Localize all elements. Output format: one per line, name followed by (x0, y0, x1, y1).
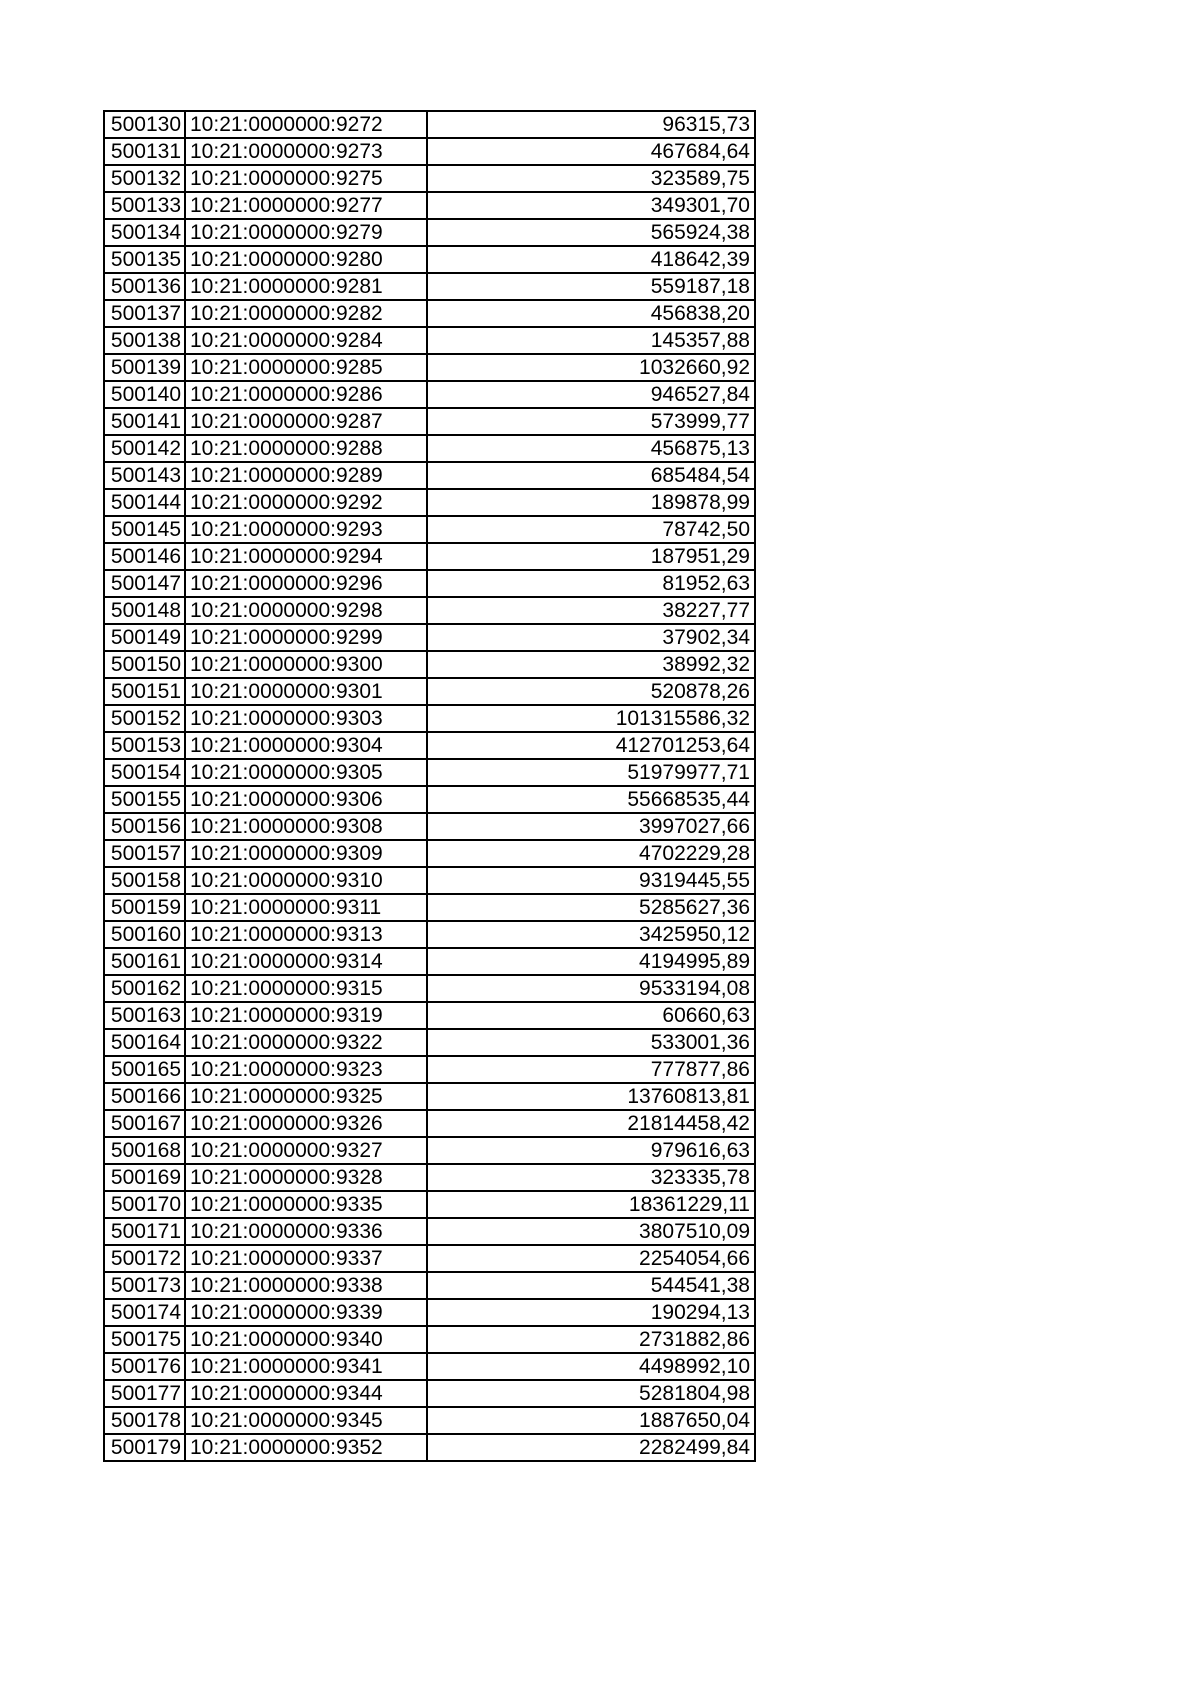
table-row (104, 1083, 755, 1110)
cadastral-number-cell: 10:21:0000000:9338 (185, 1272, 427, 1299)
value-cell: 81952,63 (427, 570, 755, 597)
cadastral-number-cell: 10:21:0000000:9289 (185, 462, 427, 489)
row-number-cell: 500152 (104, 705, 185, 732)
table-row (104, 1407, 755, 1434)
cadastral-number-cell: 10:21:0000000:9313 (185, 921, 427, 948)
value-cell: 685484,54 (427, 462, 755, 489)
table-row (104, 975, 755, 1002)
cadastral-number-cell: 10:21:0000000:9273 (185, 138, 427, 165)
value-cell: 96315,73 (427, 111, 755, 138)
value-cell: 145357,88 (427, 327, 755, 354)
cadastral-number-cell: 10:21:0000000:9319 (185, 1002, 427, 1029)
row-number-cell: 500171 (104, 1218, 185, 1245)
table-row (104, 327, 755, 354)
table-row (104, 1434, 755, 1461)
table-row (104, 1326, 755, 1353)
cadastral-number-cell: 10:21:0000000:9337 (185, 1245, 427, 1272)
cadastral-number-cell: 10:21:0000000:9339 (185, 1299, 427, 1326)
cadastral-number-cell: 10:21:0000000:9281 (185, 273, 427, 300)
cadastral-value-table (103, 110, 756, 1462)
table-row (104, 354, 755, 381)
value-cell: 777877,86 (427, 1056, 755, 1083)
table-row (104, 894, 755, 921)
value-cell: 9319445,55 (427, 867, 755, 894)
cadastral-number-cell: 10:21:0000000:9296 (185, 570, 427, 597)
table-row (104, 597, 755, 624)
value-cell: 60660,63 (427, 1002, 755, 1029)
table-row (104, 1002, 755, 1029)
cadastral-number-cell: 10:21:0000000:9345 (185, 1407, 427, 1434)
value-cell: 13760813,81 (427, 1083, 755, 1110)
cadastral-number-cell: 10:21:0000000:9298 (185, 597, 427, 624)
table-row (104, 273, 755, 300)
value-cell: 3997027,66 (427, 813, 755, 840)
row-number-cell: 500135 (104, 246, 185, 273)
row-number-cell: 500140 (104, 381, 185, 408)
value-cell: 418642,39 (427, 246, 755, 273)
value-cell: 37902,34 (427, 624, 755, 651)
cadastral-number-cell: 10:21:0000000:9279 (185, 219, 427, 246)
value-cell: 456838,20 (427, 300, 755, 327)
cadastral-number-cell: 10:21:0000000:9285 (185, 354, 427, 381)
value-cell: 4702229,28 (427, 840, 755, 867)
row-number-cell: 500138 (104, 327, 185, 354)
table-row (104, 192, 755, 219)
row-number-cell: 500145 (104, 516, 185, 543)
table-row (104, 1218, 755, 1245)
row-number-cell: 500147 (104, 570, 185, 597)
cadastral-number-cell: 10:21:0000000:9328 (185, 1164, 427, 1191)
row-number-cell: 500166 (104, 1083, 185, 1110)
value-cell: 520878,26 (427, 678, 755, 705)
cadastral-number-cell: 10:21:0000000:9325 (185, 1083, 427, 1110)
table-row (104, 759, 755, 786)
value-cell: 38992,32 (427, 651, 755, 678)
value-cell: 456875,13 (427, 435, 755, 462)
value-cell: 4194995,89 (427, 948, 755, 975)
row-number-cell: 500161 (104, 948, 185, 975)
value-cell: 38227,77 (427, 597, 755, 624)
cadastral-number-cell: 10:21:0000000:9288 (185, 435, 427, 462)
cadastral-number-cell: 10:21:0000000:9322 (185, 1029, 427, 1056)
table-row (104, 1029, 755, 1056)
value-cell: 412701253,64 (427, 732, 755, 759)
value-cell: 2731882,86 (427, 1326, 755, 1353)
table-row (104, 111, 755, 138)
table-row (104, 570, 755, 597)
value-cell: 5285627,36 (427, 894, 755, 921)
row-number-cell: 500151 (104, 678, 185, 705)
row-number-cell: 500141 (104, 408, 185, 435)
table-row (104, 1056, 755, 1083)
table-row (104, 1137, 755, 1164)
value-cell: 21814458,42 (427, 1110, 755, 1137)
table-row (104, 246, 755, 273)
table-row (104, 408, 755, 435)
row-number-cell: 500139 (104, 354, 185, 381)
cadastral-number-cell: 10:21:0000000:9292 (185, 489, 427, 516)
row-number-cell: 500162 (104, 975, 185, 1002)
cadastral-number-cell: 10:21:0000000:9287 (185, 408, 427, 435)
value-cell: 190294,13 (427, 1299, 755, 1326)
table-row (104, 624, 755, 651)
value-cell: 2254054,66 (427, 1245, 755, 1272)
row-number-cell: 500132 (104, 165, 185, 192)
table-row (104, 786, 755, 813)
value-cell: 544541,38 (427, 1272, 755, 1299)
value-cell: 2282499,84 (427, 1434, 755, 1461)
cadastral-number-cell: 10:21:0000000:9308 (185, 813, 427, 840)
table-row (104, 219, 755, 246)
table-row (104, 1191, 755, 1218)
cadastral-number-cell: 10:21:0000000:9326 (185, 1110, 427, 1137)
value-cell: 3425950,12 (427, 921, 755, 948)
value-cell: 323335,78 (427, 1164, 755, 1191)
row-number-cell: 500175 (104, 1326, 185, 1353)
value-cell: 1887650,04 (427, 1407, 755, 1434)
table-row (104, 651, 755, 678)
cadastral-number-cell: 10:21:0000000:9314 (185, 948, 427, 975)
row-number-cell: 500133 (104, 192, 185, 219)
cadastral-number-cell: 10:21:0000000:9277 (185, 192, 427, 219)
table-row (104, 732, 755, 759)
value-cell: 533001,36 (427, 1029, 755, 1056)
cadastral-number-cell: 10:21:0000000:9352 (185, 1434, 427, 1461)
row-number-cell: 500169 (104, 1164, 185, 1191)
cadastral-number-cell: 10:21:0000000:9341 (185, 1353, 427, 1380)
row-number-cell: 500143 (104, 462, 185, 489)
cadastral-number-cell: 10:21:0000000:9301 (185, 678, 427, 705)
table-row (104, 1380, 755, 1407)
cadastral-number-cell: 10:21:0000000:9282 (185, 300, 427, 327)
cadastral-number-cell: 10:21:0000000:9323 (185, 1056, 427, 1083)
cadastral-number-cell: 10:21:0000000:9280 (185, 246, 427, 273)
cadastral-number-cell: 10:21:0000000:9272 (185, 111, 427, 138)
cadastral-number-cell: 10:21:0000000:9293 (185, 516, 427, 543)
value-cell: 559187,18 (427, 273, 755, 300)
table-row (104, 489, 755, 516)
value-cell: 1032660,92 (427, 354, 755, 381)
value-cell: 189878,99 (427, 489, 755, 516)
table-row (104, 948, 755, 975)
table-row (104, 1164, 755, 1191)
row-number-cell: 500155 (104, 786, 185, 813)
row-number-cell: 500168 (104, 1137, 185, 1164)
cadastral-number-cell: 10:21:0000000:9286 (185, 381, 427, 408)
row-number-cell: 500153 (104, 732, 185, 759)
cadastral-number-cell: 10:21:0000000:9305 (185, 759, 427, 786)
table-row (104, 1299, 755, 1326)
cadastral-number-cell: 10:21:0000000:9315 (185, 975, 427, 1002)
row-number-cell: 500146 (104, 543, 185, 570)
row-number-cell: 500154 (104, 759, 185, 786)
cadastral-number-cell: 10:21:0000000:9309 (185, 840, 427, 867)
table-row (104, 1110, 755, 1137)
cadastral-number-cell: 10:21:0000000:9344 (185, 1380, 427, 1407)
value-cell: 323589,75 (427, 165, 755, 192)
table-row (104, 543, 755, 570)
value-cell: 349301,70 (427, 192, 755, 219)
table-row (104, 165, 755, 192)
table-row (104, 813, 755, 840)
cadastral-number-cell: 10:21:0000000:9311 (185, 894, 427, 921)
cadastral-number-cell: 10:21:0000000:9275 (185, 165, 427, 192)
table-row (104, 840, 755, 867)
row-number-cell: 500136 (104, 273, 185, 300)
value-cell: 467684,64 (427, 138, 755, 165)
value-cell: 51979977,71 (427, 759, 755, 786)
value-cell: 946527,84 (427, 381, 755, 408)
value-cell: 101315586,32 (427, 705, 755, 732)
row-number-cell: 500164 (104, 1029, 185, 1056)
table-body (104, 111, 755, 1461)
value-cell: 4498992,10 (427, 1353, 755, 1380)
row-number-cell: 500150 (104, 651, 185, 678)
row-number-cell: 500176 (104, 1353, 185, 1380)
cadastral-number-cell: 10:21:0000000:9335 (185, 1191, 427, 1218)
table-row (104, 1272, 755, 1299)
table-row (104, 705, 755, 732)
document-sheet (103, 110, 756, 1462)
row-number-cell: 500178 (104, 1407, 185, 1434)
cadastral-number-cell: 10:21:0000000:9304 (185, 732, 427, 759)
row-number-cell: 500131 (104, 138, 185, 165)
table-row (104, 381, 755, 408)
value-cell: 573999,77 (427, 408, 755, 435)
row-number-cell: 500167 (104, 1110, 185, 1137)
table-row (104, 921, 755, 948)
row-number-cell: 500149 (104, 624, 185, 651)
cadastral-number-cell: 10:21:0000000:9306 (185, 786, 427, 813)
cadastral-number-cell: 10:21:0000000:9336 (185, 1218, 427, 1245)
row-number-cell: 500160 (104, 921, 185, 948)
cadastral-number-cell: 10:21:0000000:9294 (185, 543, 427, 570)
cadastral-number-cell: 10:21:0000000:9299 (185, 624, 427, 651)
row-number-cell: 500170 (104, 1191, 185, 1218)
table-row (104, 516, 755, 543)
row-number-cell: 500163 (104, 1002, 185, 1029)
cadastral-number-cell: 10:21:0000000:9303 (185, 705, 427, 732)
row-number-cell: 500158 (104, 867, 185, 894)
row-number-cell: 500159 (104, 894, 185, 921)
row-number-cell: 500165 (104, 1056, 185, 1083)
row-number-cell: 500174 (104, 1299, 185, 1326)
row-number-cell: 500177 (104, 1380, 185, 1407)
cadastral-number-cell: 10:21:0000000:9327 (185, 1137, 427, 1164)
row-number-cell: 500137 (104, 300, 185, 327)
table-row (104, 867, 755, 894)
table-row (104, 435, 755, 462)
cadastral-number-cell: 10:21:0000000:9284 (185, 327, 427, 354)
row-number-cell: 500179 (104, 1434, 185, 1461)
row-number-cell: 500134 (104, 219, 185, 246)
row-number-cell: 500172 (104, 1245, 185, 1272)
table-row (104, 138, 755, 165)
row-number-cell: 500148 (104, 597, 185, 624)
row-number-cell: 500142 (104, 435, 185, 462)
value-cell: 979616,63 (427, 1137, 755, 1164)
value-cell: 3807510,09 (427, 1218, 755, 1245)
value-cell: 18361229,11 (427, 1191, 755, 1218)
value-cell: 565924,38 (427, 219, 755, 246)
table-row (104, 462, 755, 489)
cadastral-number-cell: 10:21:0000000:9310 (185, 867, 427, 894)
value-cell: 78742,50 (427, 516, 755, 543)
row-number-cell: 500173 (104, 1272, 185, 1299)
value-cell: 187951,29 (427, 543, 755, 570)
row-number-cell: 500156 (104, 813, 185, 840)
table-row (104, 300, 755, 327)
value-cell: 9533194,08 (427, 975, 755, 1002)
value-cell: 55668535,44 (427, 786, 755, 813)
table-row (104, 678, 755, 705)
table-row (104, 1245, 755, 1272)
value-cell: 5281804,98 (427, 1380, 755, 1407)
row-number-cell: 500157 (104, 840, 185, 867)
row-number-cell: 500144 (104, 489, 185, 516)
row-number-cell: 500130 (104, 111, 185, 138)
cadastral-number-cell: 10:21:0000000:9300 (185, 651, 427, 678)
table-row (104, 1353, 755, 1380)
cadastral-number-cell: 10:21:0000000:9340 (185, 1326, 427, 1353)
